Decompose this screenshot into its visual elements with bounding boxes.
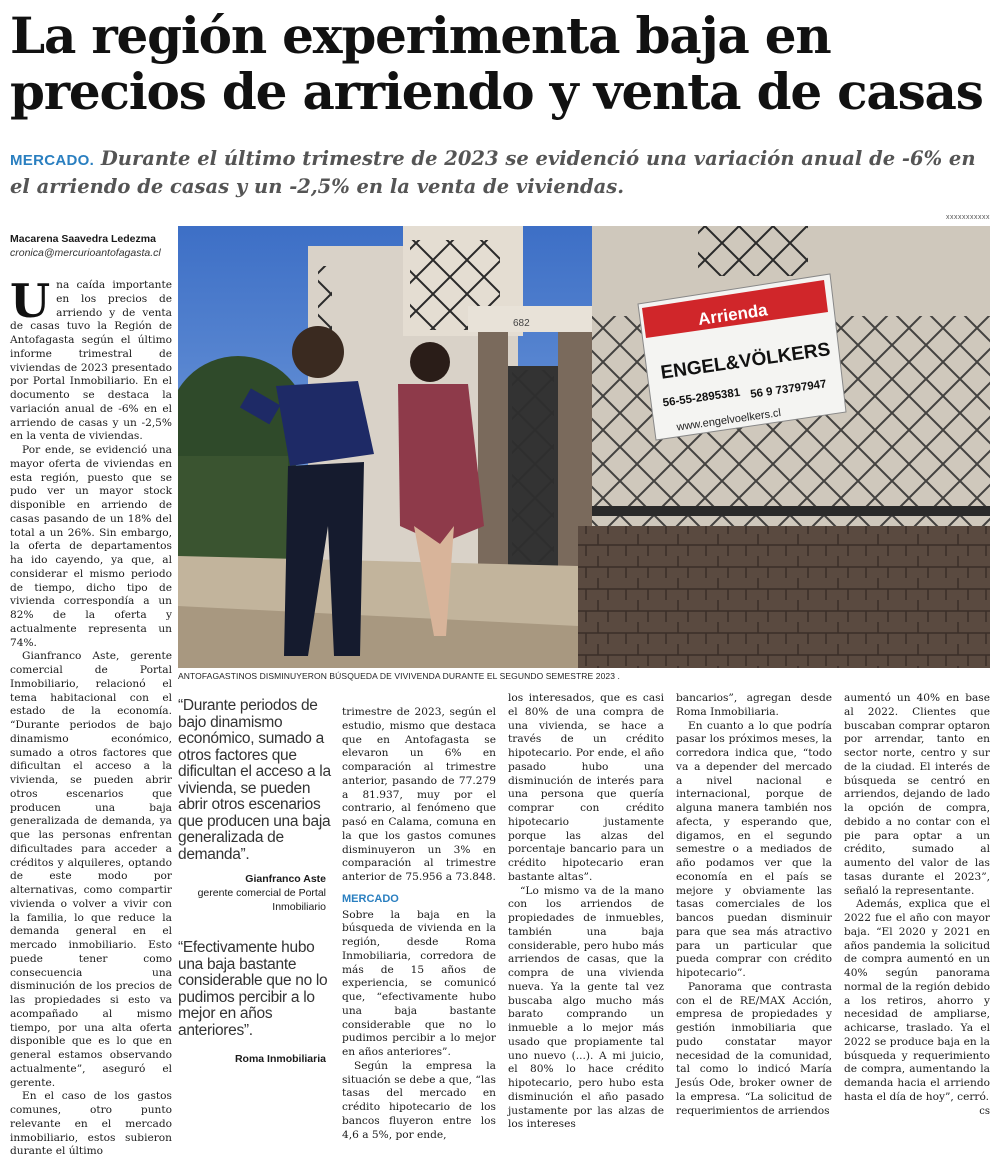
section-subhead: MERCADO <box>342 892 399 905</box>
photo-illustration <box>178 226 990 668</box>
body-paragraph: Gianfranco Aste, gerente comercial de Portal Inmobiliario, relacionó el tema habitacional con el estado de la economía. “Durante periodos de bajo dinamismo económico, sumado a otros factores que dificultan el acceso a la vivienda, se pueden abrir otros escenarios que producen una baja generalizada de demanda, ya que las personas enfrentan dificultades para acceder a créditos y alquileres, optando de este modo por alternativas, como compartir vivienda o volver a vivir con la familia, lo que reduce la demanda general en el mercado inmobiliario. Esto puede tener como consecuencia una disminución de los precios de las propiedades si esto va acompañado al mismo tiempo, por una alta oferta disponible que es lo que en general estamos observando actualmente”, aseguró el gerente. <box>10 650 172 1089</box>
dropcap: U <box>10 274 51 328</box>
quote-2-name: Roma Inmobiliaria <box>234 1053 326 1065</box>
lead-text: Durante el último trimestre de 2023 se evidenció una variación anual de -6% en el arriendo de casas y un -2,5% en la venta de viviendas. <box>10 147 976 198</box>
body-paragraph: bancarios”, agregan desde Roma Inmobiliaria. <box>676 692 832 718</box>
body-paragraph: “Lo mismo va de la mano con los arriendos de propiedades de inmuebles, también una baja considerable, pero hubo más arriendos de casas, que la compra de una vivienda nueva. Ya la gente tal vez buscaba algo mucho más barato comprando un inmueble a lo mejor más usado que propiamente tal uno nuevo (...). A mi juicio, el 80% lo hace crédito hipotecario, pero hubo esta disminución el año pasado justamente por las alzas de los intereses <box>508 884 664 1131</box>
body-paragraph: Por ende, se evidenció una mayor oferta de viviendas en esta región, puesto que se pudo ver un mayor stock disponible en arriendo de casas pasando de un 18% del total a un 26%. Sin embargo, la oferta de departamentos ha ido cayendo, ya que, al considerar el mismo periodo de tiempo, dicho tipo de vivienda correspondía a un 82% de la oferta y actualmente representa un 74%. <box>10 444 172 649</box>
body-paragraph: aumentó un 40% en base al 2022. Clientes que buscaban comprar optaron por arrendar, tanto en sector norte, centro y sur de la ciudad. El interés de búsqueda se centró en arriendos, dejando de lado la opción de compra, debido a no contar con el pie para optar a un crédito, sumado al aumento del valor de las tasas durante el 2023”, señaló la representante. <box>844 692 990 897</box>
end-mark: cs <box>979 1105 990 1117</box>
article-photo <box>178 226 990 668</box>
byline <box>10 232 172 260</box>
photo-caption: ANTOFAGASTINOS DISMINUYERON BÚSQUEDA DE VIVIVENDA DURANTE EL SEGUNDO SEMESTRE 2023 . <box>178 671 620 681</box>
body-paragraph: En el caso de los gastos comunes, otro punto relevante en el mercado inmobiliario, estos subieron durante el último <box>10 1090 172 1158</box>
rental-sign <box>638 274 846 440</box>
body-column-3 <box>342 706 496 1142</box>
pull-quote-1-attribution <box>178 872 326 914</box>
body-paragraph: Panorama que contrasta con el de RE/MAX Acción, empresa de propiedades y gestión inmobiliaria que pudo constatar mayor necesidad de la comunidad, tal como lo indicó María Jesús Ode, broker owner de la empresa. “La solicitud de requerimientos de arriendos <box>676 980 832 1117</box>
sign-brand: ENGEL&VÖLKERS <box>659 339 832 384</box>
body-paragraph: Sobre la baja en la búsqueda de vivienda en la región, desde Roma Inmobiliaria, corredora de más de 15 años de experiencia, se comunicó que, “efectivamente hubo una baja bastante considerable que no lo pudimos percibir a lo mejor en años anteriores”. <box>342 908 496 1058</box>
pull-quote-2: “Efectivamente hubo una baja bastante considerable que no lo pudimos percibir a lo mejor en años anteriores”. <box>178 939 328 1039</box>
house-number: 682 <box>513 318 530 329</box>
pull-quote-1: “Durante periodos de bajo dinamismo económico, sumado a otros factores que dificultan el acceso a la vivienda, se pueden abrir otros escenarios que producen una baja generalizada de demanda”. <box>178 697 331 863</box>
body-column-4 <box>508 692 664 1132</box>
sign-phone-1: 56-55-2895381 <box>662 386 741 410</box>
body-paragraph: En cuanto a lo que podría pasar los próximos meses, la corredora indica que, “todo va a depender del mercado a nivel nacional e internacional, porque de alguna manera también nos afecta, y esperando que, digamos, en el segundo semestre o a mediados de año podamos ver que la economía en el país se mejore y obviamente las tasas comerciales de los bancos puedan disminuir para que sea más atractivo para un particular que pueda comprar con crédito hipotecario”. <box>676 719 832 979</box>
sign-web: www.engelvoelkers.cl <box>675 407 782 434</box>
quote-1-name: Gianfranco Aste <box>245 873 326 885</box>
body-paragraph: trimestre de 2023, según el estudio, mismo que destaca que en Antofagasta se elevaron un 6% en comparación al trimestre anterior, pasando de 77.279 a 81.937, muy por el contrario, al fenómeno que pasó en Calama, comuna en la que los gastos comunes disminuyeron un 3% en comparación al trimestre anterior de 75.956 a 73.848. <box>342 706 496 883</box>
body-column-6 <box>844 692 990 1118</box>
body-paragraph: Según la empresa la situación se debe a que, “las tasas del mercado en crédito hipotecario de los bancos fluyeron entre los 4,6 a 5%, por ende, <box>342 1059 496 1141</box>
body-paragraph <box>10 274 172 444</box>
body-text: na caída importante en los precios de arriendo y de venta de casas tuvo la Región de Antofagasta según el último informe trimestral de viviendas de 2023 presentado por Portal Inmobiliario. En el documento se destaca la variación anual de -6% en el arriendo de casas y un -2,5% en la venta de viviendas. <box>10 279 172 443</box>
body-paragraph: Además, explica que el 2022 fue el año con mayor baja. “El 2020 y 2021 en años pandemia la solicitud de compra aumentó en un 40% según panorama normal de la región debido a los retiros, ahorro y necesidad de ampliarse, achicarse, traslado. Ya el 2022 se produce baja en la búsqueda y requerimiento de compra, aumentando la demanda hacia el arriendo hasta el día de hoy”, cerró. <box>844 898 990 1103</box>
quote-1-role: gerente comercial de Portal Inmobiliario <box>197 887 326 913</box>
body-column-5 <box>676 692 832 1118</box>
photo-code: xxxxxxxxxxx <box>946 214 990 221</box>
lead-paragraph <box>10 146 990 200</box>
pull-quote-2-attribution <box>178 1052 326 1066</box>
headline: La región experimenta baja en precios de arriendo y venta de casas <box>10 6 983 121</box>
sign-title: Arrienda <box>696 300 769 329</box>
sign-phone-2: 56 9 73797947 <box>749 378 828 401</box>
byline-email: cronica@mercurioantofagasta.cl <box>10 247 161 259</box>
lead-kicker: MERCADO. <box>10 152 95 169</box>
byline-author: Macarena Saavedra Ledezma <box>10 233 156 245</box>
body-paragraph: los interesados, que es casi el 80% de una compra de una vivienda, se hace a través de un crédito hipotecario. Por ende, el año pasado hubo una disminución de interés para una persona que quería comprar con crédito hipotecario justamente porque las alzas del porcentaje bancario para un crédito hipotecario eran bastante altas”. <box>508 692 664 883</box>
body-column-1 <box>10 274 172 1159</box>
